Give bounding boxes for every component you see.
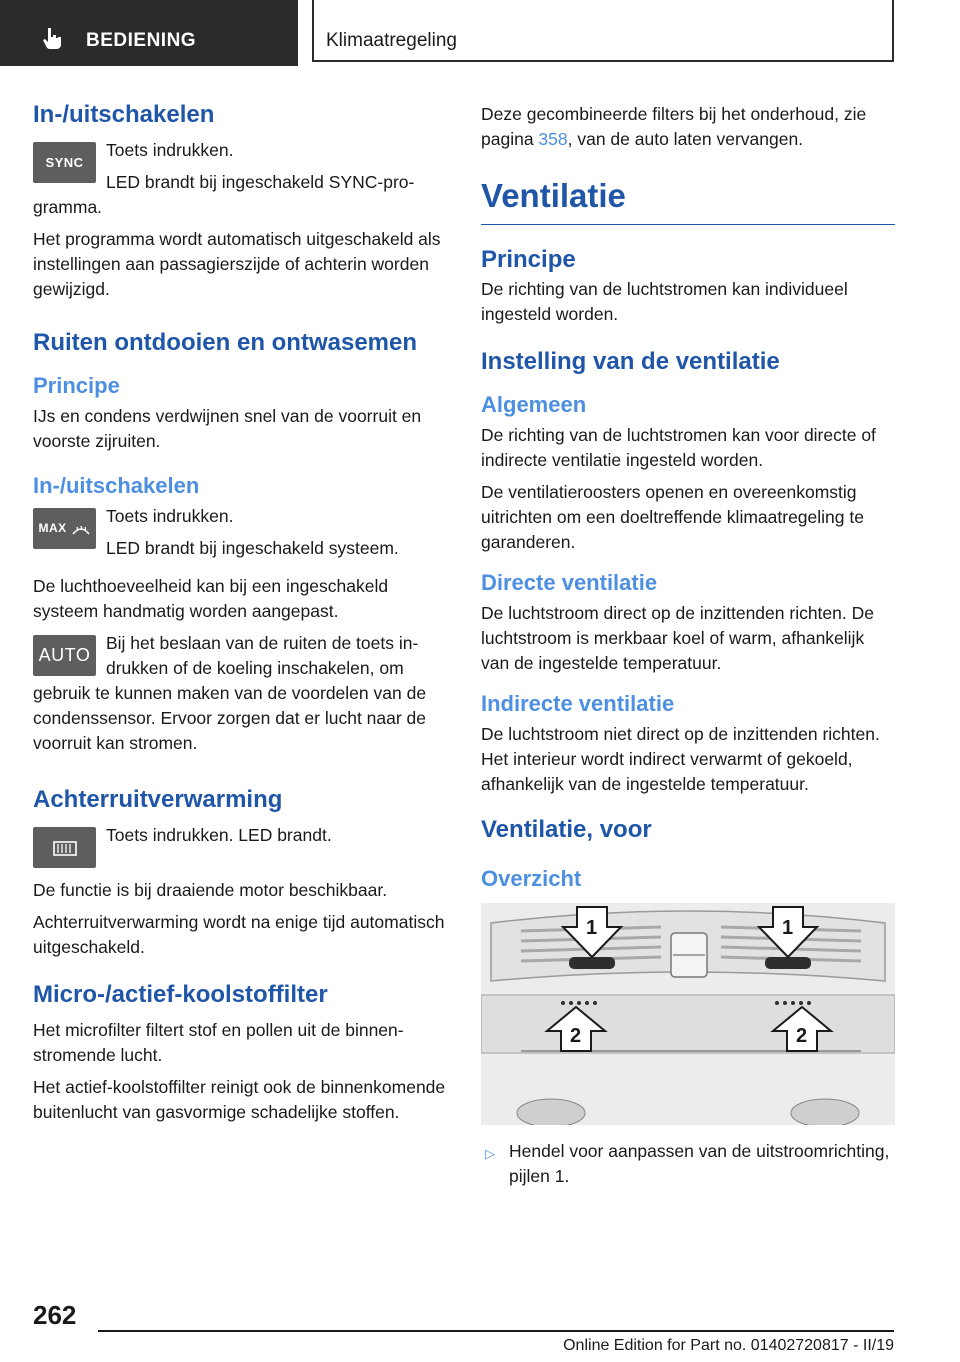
vent-illustration [481,903,895,1125]
auto-button-icon: AUTO [33,635,96,676]
text: De richting van de luchtstromen kan voor directe of indirecte ventilatie ingesteld worden. [481,425,876,470]
sync-block [33,138,446,227]
arrow-label-2: 2 [570,1025,582,1047]
footer-rule [98,1330,894,1332]
heading-direct: Directe ventilatie [481,570,658,595]
rear-defrost-button-icon [33,827,96,868]
heading-achterruit: Achterruitverwarming [33,786,283,813]
hand-icon [42,26,64,50]
heading-filter: Micro-/actief-koolstoffilter [33,981,328,1008]
text: Bij het beslaan van de ruiten de toets indrukken of de koeling inschakelen, om gebruik te kunnen maken van de voordelen van de condenssensor. Ervoor zorgen dat er lucht naar de voorruit kan stromen. [33,633,427,753]
text: De luchtstroom direct op de inzittenden richten. De luchtstroom is merkbaar koel of warm, afhankelijk van de ingestelde temperatuur. [481,603,874,673]
text: De functie is bij draaiende motor beschikbaar. [33,880,388,900]
chapter-title: Klimaatregeling [326,30,457,51]
right-column [481,100,895,1196]
text: Het programma wordt automatisch uitgeschakeld als instellingen aan passagierszijde of achterin worden gewijzigd. [33,229,441,299]
text: Toets indrukken. [106,506,234,526]
left-column [33,100,446,1132]
list-item: ▷ Hendel voor aanpassen van de uitstroomrichting, pijlen 1. [485,1141,890,1186]
text: De richting van de luchtstromen kan individueel ingesteld worden. [481,279,848,324]
text: Het actief-koolstoffilter reinigt ook de binnenkomende buitenlucht van gasvormige schadelijke stoffen. [33,1077,446,1122]
section-title: BEDIENING [86,30,197,51]
arrow-label-1: 1 [782,917,794,939]
heading-ventilatie: Ventilatie [481,174,895,225]
triangle-bullet-icon: ▷ [485,1146,495,1161]
section-tab [0,0,298,66]
text: De luchtstroom niet direct op de inzittenden richten. Het interieur wordt indirect verwarmt of gekoeld, afhankelijk van de ingestelde temperatuur. [481,724,880,794]
text: Achterruitverwarming wordt na enige tijd automatisch uitgeschakeld. [33,912,445,957]
text: Deze gecombineerde filters bij het onderhoud, zie pagina 358, van de auto laten vervangen. [481,104,867,149]
sync-button-icon: SYNC [33,142,96,183]
heading-indirect: Indirecte ventilatie [481,691,675,716]
text: Toets indrukken. [106,140,234,160]
heading-inuit-2: In-/uitschakelen [33,473,200,498]
heading-instelling: Instelling van de ventilatie [481,348,780,375]
edition-text: Online Edition for Part no. 01402720817 - II/19 [563,1337,894,1354]
text: De luchthoeveelheid kan bij een ingeschakeld systeem handmatig worden aangepast. [33,576,389,621]
heading-principe: Principe [481,246,576,273]
text: Toets indrukken. LED brandt. [106,825,332,845]
heading-principe: Principe [33,373,120,398]
vent-figure [481,903,895,1125]
text: IJs en condens verdwijnen snel van de voorruit en voorste zijruiten. [33,406,422,451]
heading-algemeen: Algemeen [481,392,587,417]
arrow-label-1: 1 [586,917,598,939]
max-defrost-button-icon: MAX [33,508,96,549]
heading-ruiten: Ruiten ontdooien en ontwasemen [33,329,418,356]
defrost-icon [71,522,91,536]
max-block [33,504,446,568]
page-link[interactable]: 358 [538,129,568,149]
chapter-tab [312,0,894,62]
auto-block [33,631,446,763]
text: LED brandt bij ingeschakeld systeem. [106,538,399,558]
heading-inuit-1: In-/uitschakelen [33,101,215,128]
text: LED brandt bij ingeschakeld SYNC-programma. [33,172,415,217]
rear-defrost-block [33,823,446,872]
text: Het microfilter filtert stof en pollen uit de binnenstromende lucht. [33,1020,404,1065]
heading-voor: Ventilatie, voor [481,816,652,843]
arrow-label-2: 2 [796,1025,808,1047]
page-number: 262 [33,1300,77,1330]
rear-window-heat-icon [52,839,78,859]
text: De ventilatieroosters openen en overeenkomstig uitrichten om een doeltreffende klimaatregeling te garanderen. [481,482,864,552]
heading-overzicht: Overzicht [481,866,582,891]
